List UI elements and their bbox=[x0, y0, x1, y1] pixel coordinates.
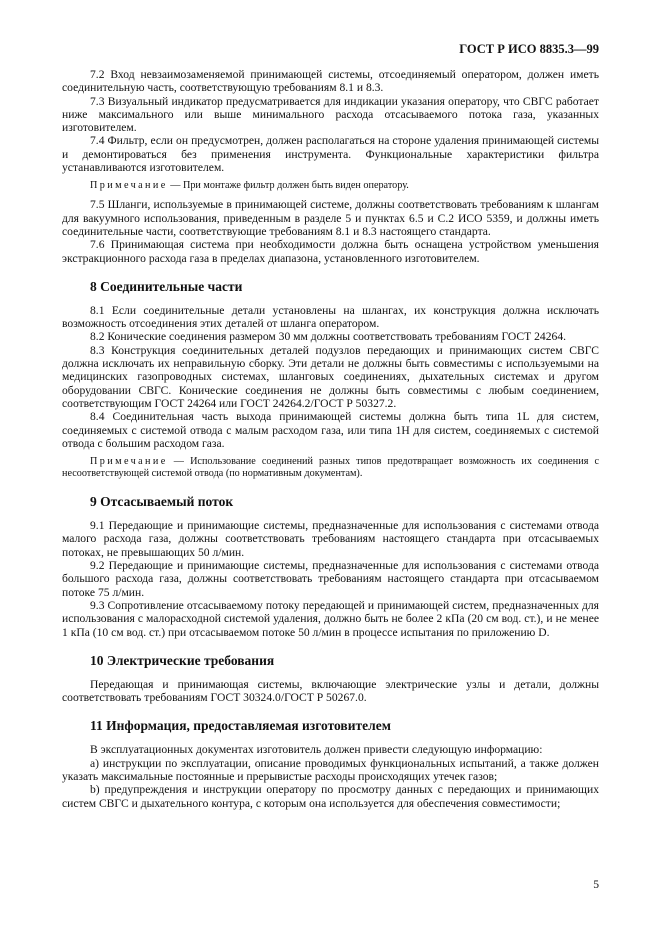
paragraph-8-4: 8.4 Соединительная часть выхода принимающей системы должна быть типа 1L для систем, соединяемых с системой отвода с малым расходом газа, или типа 1Н для систем, соединяемых с системой отвода с большим расходом газа. bbox=[62, 410, 599, 450]
paragraph-11-intro: В эксплуатационных документах изготовитель должен привести следующую информацию: bbox=[90, 743, 543, 757]
paragraph-8-2: 8.2 Конические соединения размером 30 мм должны соответствовать требованиям ГОСТ 24264. bbox=[90, 330, 567, 344]
note-7-4 bbox=[62, 180, 599, 192]
paragraph-7-6: 7.6 Принимающая система при необходимости должна быть оснащена устройством уменьшения экстракционного расхода газа в пределах диапазона, установленного изготовителем. bbox=[62, 238, 599, 265]
paragraph-9-1: 9.1 Передающие и принимающие системы, предназначенные для использования с системами отвода малого расхода газа, должны соответствовать требованиям настоящего стандарта при отсасываемых потоках, не превышающих 50 л/мин. bbox=[62, 519, 599, 559]
paragraph-7-3: 7.3 Визуальный индикатор предусматривается для индикации указания оператору, что СВГС работает ниже максимального или выше минимального расхода отсасываемого потока газа, указанных изготовителем. bbox=[62, 94, 599, 135]
list-item-b: b) предупреждения и инструкции оператору по просмотру данных с передающих и принимающих систем СВГС и дыхательного контура, с которым она используется для обеспечения совместимости; bbox=[62, 783, 599, 810]
note-text: — Использование соединений разных типов предотвращает возможность их соединения с несоответствующей системой отвода (по нормативным документам). bbox=[62, 456, 599, 480]
list-item-a: а) инструкции по эксплуатации, описание проводимых функциональных испытаний, а также должен указать максимальные постоянные и прерывистые расходы происходящих утечек газов; bbox=[62, 756, 599, 783]
section-11-heading: 11 Информация, предоставляемая изготовителем bbox=[90, 718, 391, 734]
paragraph-10: Передающая и принимающая системы, включающие электрические узлы и детали, должны соответствовать требованиям ГОСТ 30324.0/ГОСТ Р 50267.0. bbox=[62, 677, 599, 705]
paragraph-7-4: 7.4 Фильтр, если он предусмотрен, должен располагаться на стороне удаления принимающей системы и демонтироваться без применения инструмента. Функциональные характеристики фильтра устанавливаются изготовителем. bbox=[62, 134, 599, 175]
paragraph-7-2: 7.2 Вход невзаимозаменяемой принимающей системы, отсоединяемый оператором, должен иметь соединительную часть, соответствующую требованиям 8.1 и 8.3. bbox=[62, 68, 599, 95]
paragraph-9-2: 9.2 Передающие и принимающие системы, предназначенные для использования с системами отвода большого расхода газа, должны соответствовать требованиям настоящего стандарта при отсасываемом потоке 75 л/мин. bbox=[62, 559, 599, 599]
paragraph-8-1: 8.1 Если соединительные детали установлены на шлангах, их конструкция должна исключать возможность отсоединения этих деталей от шланга оператором. bbox=[62, 303, 599, 331]
document-header: ГОСТ Р ИСО 8835.3—99 bbox=[459, 42, 599, 56]
section-8-heading: 8 Соединительные части bbox=[90, 278, 243, 294]
paragraph-8-3: 8.3 Конструкция соединительных деталей подузлов передающих и принимающих систем СВГС должна исключать их неправильную сборку. Эти детали не должны быть совместимы с используемыми на медицинских газопроводных системах, шланговых соединениях, дыхательных системах и другом оборудовании СВГС. Конические соединения не должны быть совместимы с любым соединением, соответствующим ГОСТ 24264 или ГОСТ 24264.2/ГОСТ Р 50327.2. bbox=[62, 343, 599, 410]
note-label: Примечание bbox=[90, 180, 168, 192]
section-10-heading: 10 Электрические требования bbox=[90, 652, 275, 668]
page-number: 5 bbox=[593, 878, 599, 891]
note-label: Примечание bbox=[90, 456, 168, 468]
paragraph-7-5: 7.5 Шланги, используемые в принимающей системе, должны соответствовать требованиям к шлангам для вакуумного использования, приведенным в разделе 5 и пунктах 6.5 и С.2 ИСО 5359, и должны иметь соединительные части, соответствующие требованиям 8.1 и 8.3 настоящего стандарта. bbox=[62, 198, 599, 238]
document-body bbox=[62, 68, 599, 810]
paragraph-9-3: 9.3 Сопротивление отсасываемому потоку передающей и принимающей систем, предназначенных для использования с малорасходной системой удаления, должно быть не более 2 кПа (20 см вод. ст.), и не менее 1 кПа (10 см вод. ст.) при отсасываемом потоке 50 л/мин в процессе испытания по приложению D. bbox=[62, 598, 599, 639]
note-8-4 bbox=[62, 456, 599, 480]
section-9-heading: 9 Отсасываемый поток bbox=[90, 494, 234, 510]
note-text: — При монтаже фильтр должен быть виден оператору. bbox=[167, 180, 409, 192]
